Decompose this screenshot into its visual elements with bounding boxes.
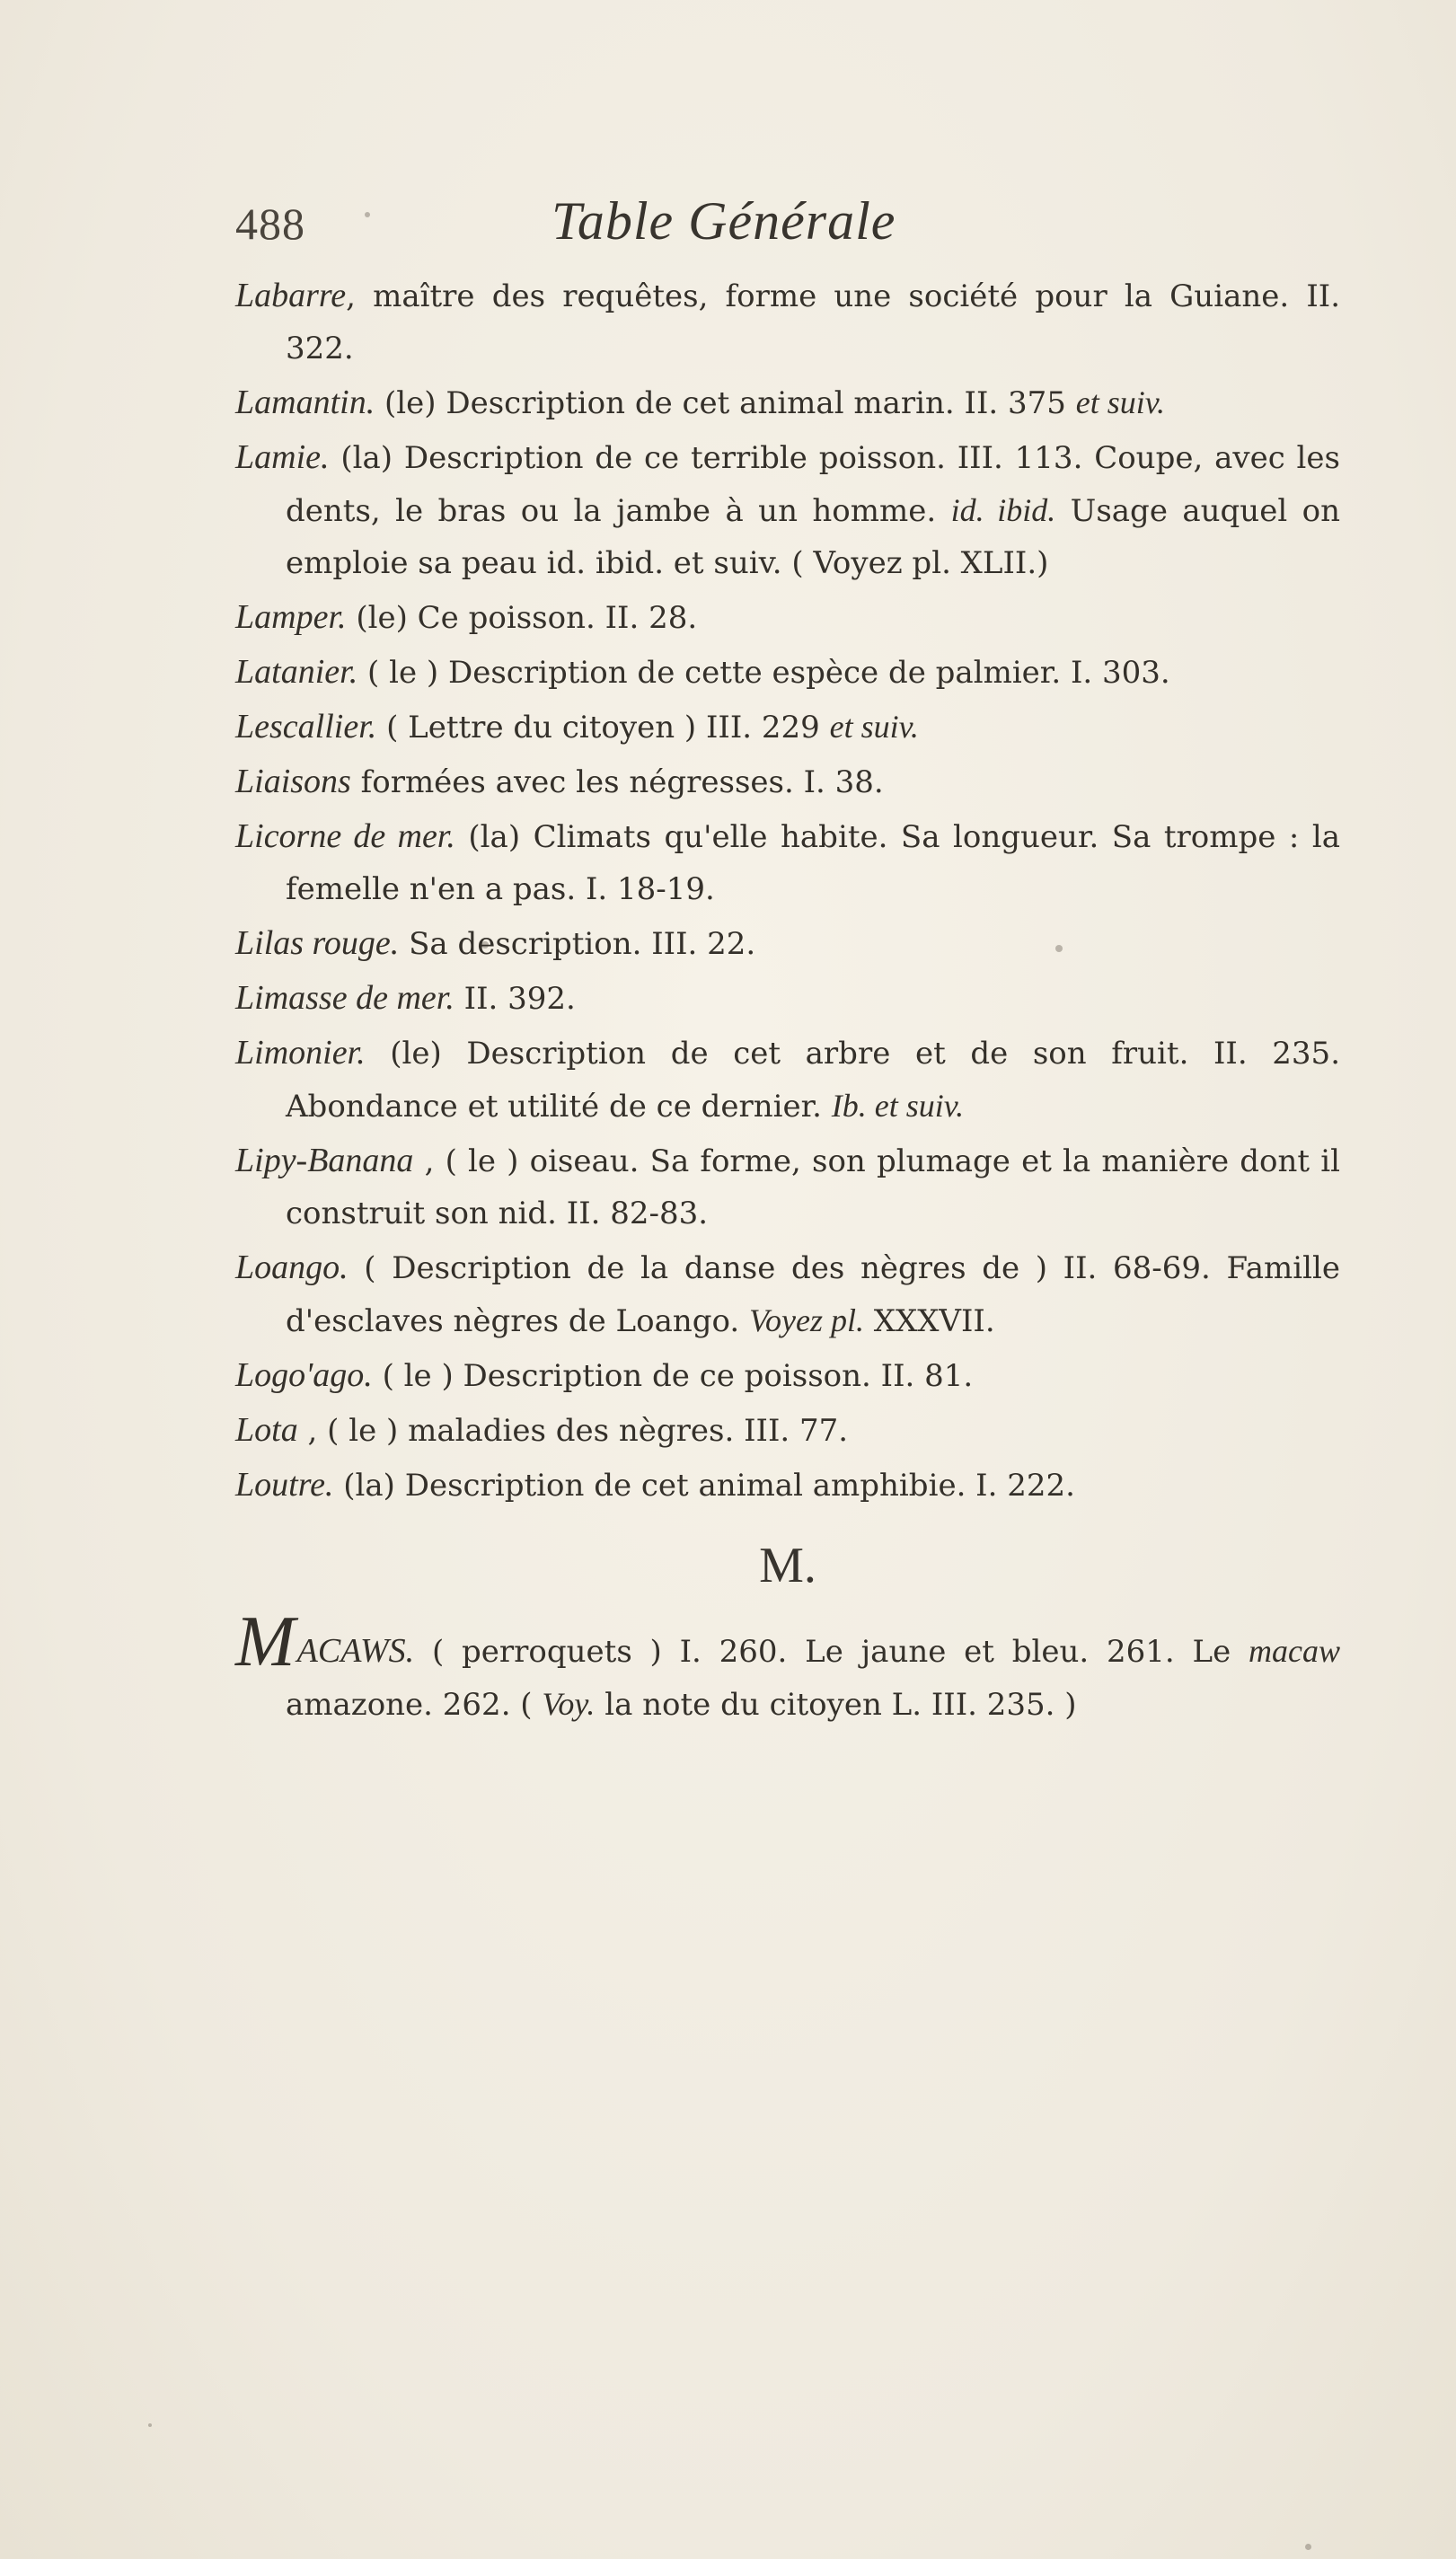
paper-spot bbox=[148, 2423, 152, 2427]
drop-cap: M bbox=[235, 1602, 296, 1681]
index-entry: Lipy-Banana , ( le ) oiseau. Sa forme, son plumage et la manière dont il construit son nid. II. 82-83. bbox=[235, 1142, 1340, 1231]
index-entry: Limasse de mer. II. 392. bbox=[235, 979, 576, 1017]
index-entry: Lamie. (la) Description de ce terrible poisson. III. 113. Coupe, avec les dents, le bras ou la jambe à un homme. id. ibid. Usage auquel on emploie sa peau id. ibid. et suiv. ( Voyez pl. XLII.) bbox=[235, 438, 1340, 581]
paper-spot bbox=[1305, 2544, 1311, 2550]
index-entry: Liaisons formées avec les négresses. I. 38. bbox=[235, 763, 884, 800]
index-entry: Loutre. (la) Description de cet animal amphibie. I. 222. bbox=[235, 1466, 1075, 1504]
section-letter: M. bbox=[759, 1538, 816, 1593]
page-number: 488 bbox=[235, 199, 305, 249]
index-entry: Loango. ( Description de la danse des nègres de ) II. 68-69. Famille d'esclaves nègres de Loango. Voyez pl. XXXVII. bbox=[235, 1249, 1340, 1339]
index-entry: MACAWS. ( perroquets ) I. 260. Le jaune et bleu. 261. Le macaw amazone. 262. ( Voy. la note du citoyen L. III. 235. ) bbox=[235, 1602, 1340, 1723]
index-entry: Lilas rouge. Sa description. III. 22. bbox=[235, 924, 756, 962]
running-title: Table Générale bbox=[552, 191, 896, 251]
index-entry: Licorne de mer. (la) Climats qu'elle habite. Sa longueur. Sa trompe : la femelle n'en a pas. I. 18-19. bbox=[235, 817, 1341, 907]
index-entry: Labarre, maître des requêtes, forme une société pour la Guiane. II. 322. bbox=[235, 277, 1340, 366]
index-entry: Limonier. (le) Description de cet arbre et de son fruit. II. 235. Abondance et utilité de ce dernier. Ib. et suiv. bbox=[235, 1034, 1340, 1125]
index-entry: Logo'ago. ( le ) Description de ce poisson. II. 81. bbox=[235, 1356, 974, 1394]
index-entry: Lota , ( le ) maladies des nègres. III. 77. bbox=[235, 1411, 849, 1449]
index-entry: Latanier. ( le ) Description de cette espèce de palmier. I. 303. bbox=[235, 653, 1170, 691]
index-entry: Lamper. (le) Ce poisson. II. 28. bbox=[235, 598, 698, 636]
index-entry: Lescallier. ( Lettre du citoyen ) III. 229 et suiv. bbox=[235, 708, 919, 746]
page-header bbox=[235, 190, 1340, 269]
index-entry: Lamantin. (le) Description de cet animal marin. II. 375 et suiv. bbox=[235, 384, 1166, 421]
index-text-block bbox=[235, 190, 1340, 1733]
